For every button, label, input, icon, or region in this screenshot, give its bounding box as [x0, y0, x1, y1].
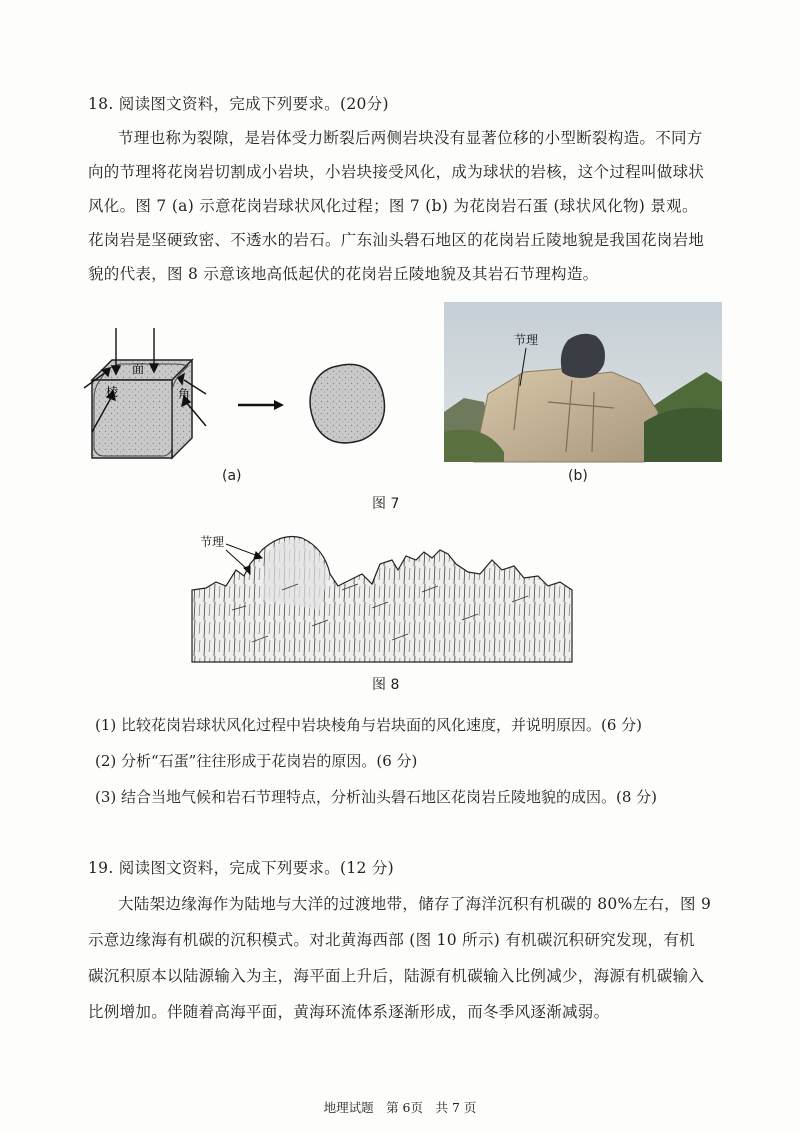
fig7b-sublabel: (b) [568, 468, 588, 484]
q18-para-line: 花岗岩是坚硬致密、不透水的岩石。广东汕头礐石地区的花岗岩丘陵地貌是我国花岗岩地 [88, 231, 705, 249]
q18-subquestion: (3) 结合当地气候和岩石节理特点，分析汕头礐石地区花岗岩丘陵地貌的成因。(8 分) [95, 788, 658, 806]
q18-subquestion: (2) 分析“石蛋”往往形成于花岗岩的原因。(6 分) [95, 752, 418, 770]
q18-para-line: 风化。图 7 (a) 示意花岗岩球状风化过程；图 7 (b) 为花岗岩石蛋 (球状风化物) 景观。 [88, 197, 698, 215]
q19-para-line: 大陆架边缘海作为陆地与大洋的过渡地带，储存了海洋沉积有机碳的 80%左右，图 9 [118, 895, 712, 913]
page-footer: 地理试题 第 6页 共 7 页 [323, 1100, 477, 1115]
q19-para-line: 示意边缘海有机碳的沉积模式。对北黄海西部 (图 10 所示) 有机碳沉积研究发现，有机 [88, 931, 695, 949]
q18-subquestion: (1) 比较花岗岩球状风化过程中岩块棱角与岩块面的风化速度，并说明原因。(6 分) [95, 716, 643, 734]
rounded-rock [310, 364, 385, 443]
q19-para-line: 比例增加。伴随着高海平面，黄海环流体系逐渐形成，而冬季风逐渐减弱。 [88, 1003, 610, 1021]
q18-para-line: 貌的代表，图 8 示意该地高低起伏的花岗岩丘陵地貌及其岩石节理构造。 [88, 265, 599, 283]
fig7b-photo [444, 302, 722, 462]
fig8-joint-label: 节理 [200, 535, 225, 549]
q19-title: 19. 阅读图文资料，完成下列要求。(12 分) [88, 859, 395, 877]
q18-title: 18. 阅读图文资料，完成下列要求。(20分) [88, 95, 389, 113]
label-corner: 角 [178, 387, 191, 401]
q19-para-line: 碳沉积原本以陆源输入为主，海平面上升后，陆源有机碳输入比例减少，海源有机碳输入 [88, 967, 705, 985]
label-edge: 棱 [106, 385, 119, 399]
q18-para-line: 节理也称为裂隙，是岩体受力断裂后两侧岩块没有显著位移的小型断裂构造。不同方 [118, 129, 703, 147]
q18-para-line: 向的节理将花岗岩切割成小岩块，小岩块接受风化，成为球状的岩核，这个过程叫做球状 [88, 163, 705, 181]
process-arrow [238, 400, 284, 410]
fig8-diagram [192, 530, 572, 662]
label-face: 面 [132, 362, 145, 376]
photo-joint-label: 节理 [514, 333, 539, 347]
fig7a-diagram [80, 328, 400, 468]
fig8-caption: 图 8 [372, 677, 400, 693]
fig7a-sublabel: (a) [222, 468, 242, 484]
fig7-caption: 图 7 [372, 496, 400, 512]
